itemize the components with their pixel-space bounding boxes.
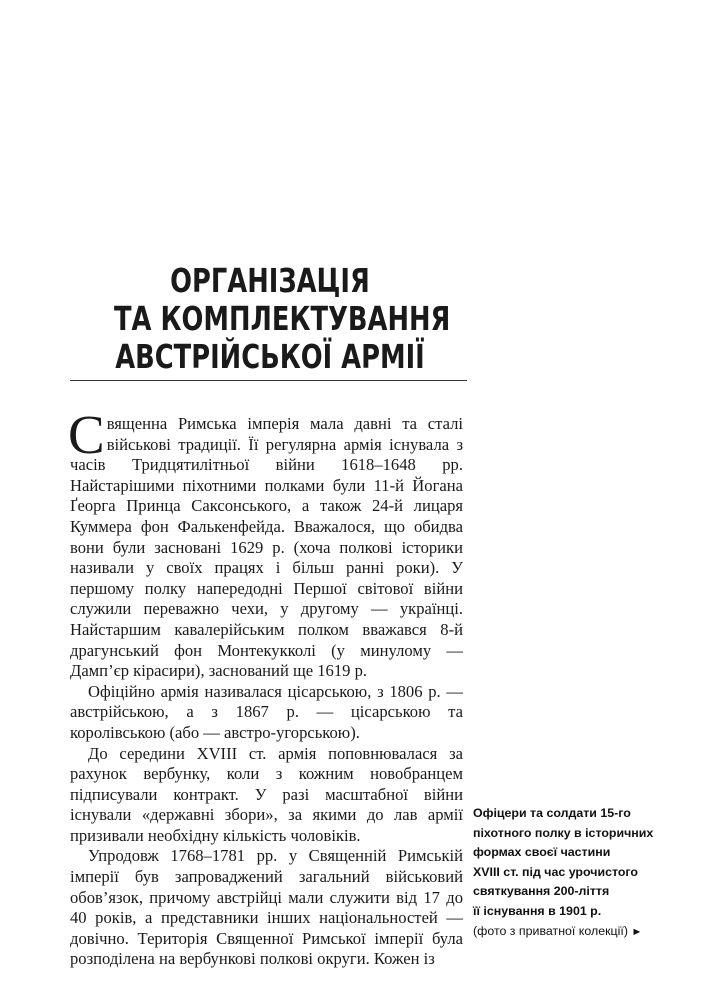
caption-line-1: Офіцери та солдати 15-го: [473, 806, 631, 820]
paragraph-3: До середини XVIII ст. армія поповнювалася за рахунок вербунку, коли з кожним новобранцем підписували контракт. У разі масштабної війни існували «державні збори», за якими до лав армії призивали необхідну кількість чоловіків.: [70, 743, 463, 845]
caption-line-5: святкування 200-ліття: [473, 884, 610, 899]
caption-note: (фото з приватної колекції): [473, 923, 628, 938]
chapter-title-line-2: ТА КОМПЛЕКТУВАННЯ: [114, 299, 451, 338]
chapter-title: [114, 261, 451, 376]
caption-note-line: [473, 922, 709, 943]
photo-caption: [473, 804, 709, 942]
caption-line-2: піхотного полку в історичних: [473, 825, 654, 840]
paragraph-4: Упродовж 1768–1781 рр. у Священній Римській імперії був запроваджений загальний військовий обов’язок, причому австрійці мали служити від 17 до 40 років, а представники інших національностей — довічно. Територія Священної Римської імперії була розподілена на вербункові полкові округи. Кожен із: [70, 846, 463, 969]
title-divider: [70, 380, 467, 381]
caption-line-4: XVIII ст. під час урочистого: [473, 864, 639, 879]
drop-cap: С: [68, 404, 105, 465]
arrow-right-icon: ►: [631, 925, 643, 938]
paragraph-1: [68, 404, 463, 682]
paragraph-2: Офіційно армія називалася цісарською, з 1806 р. — австрійською, а з 1867 р. — цісарською та королівською (або — австро-угорською).: [70, 681, 463, 742]
caption-line-6: її існування в 1901 р.: [473, 903, 602, 918]
paragraph-1-text: вященна Римська імперія мала давні та сталі військові традиції. Її регулярна армія існувала з часів Тридцятилітньої війни 1618–1648 рр. Найстарішими піхотними полками були 11-й Йогана Ґеорга Принца Саксонського, а також 24-й лицаря Куммера фон Фалькенфейда. Вважалося, що обидва вони були засновані 1629 р. (хоча полкові історики називали у своїх працях і більш ранні роки). У першому полку напередодні Першої світової війни служили переважно чехи, у другому — українці. Найстаршим кавалерійським полком вважався 8-й драгунський фон Монтекукколі (у минулому — Дамп’єр кірасири), заснований ще 1619 р.: [70, 414, 463, 681]
chapter-title-line-3: АВСТРІЙСЬКОЇ АРМІЇ: [115, 337, 425, 376]
chapter-title-line-1: ОРГАНІЗАЦІЯ: [170, 261, 370, 300]
body-text: [68, 404, 463, 970]
caption-line-3: формах своєї частини: [473, 845, 611, 860]
